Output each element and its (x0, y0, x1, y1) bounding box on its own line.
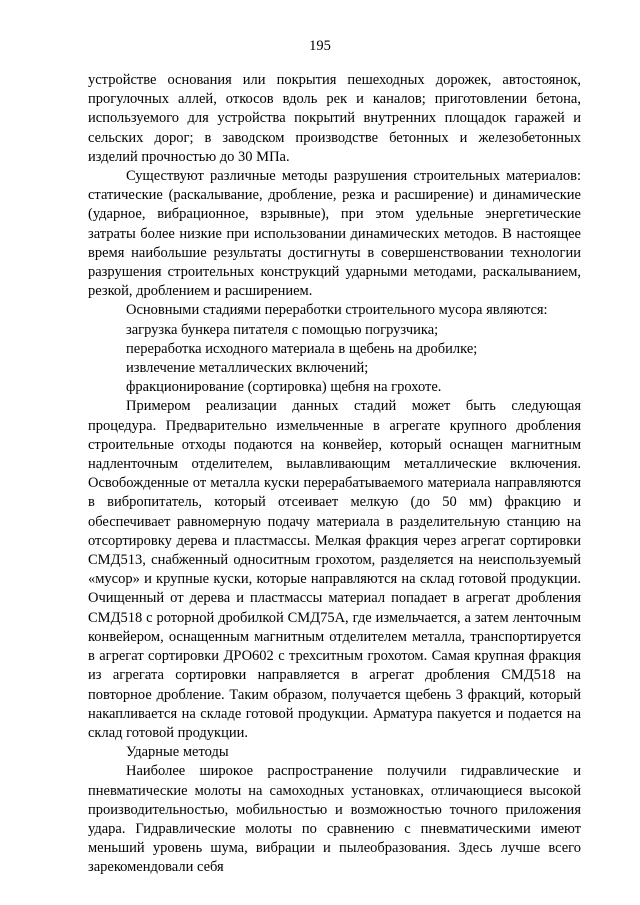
section-heading: Ударные методы (126, 744, 229, 761)
paragraph-2: Существуют различные методы разрушения строительных материалов: статические (раскалывание, дробление, резка и расширение) и динамические (ударное, вибрационное, взрывные), при этом удельные энергетические затраты более низкие при использовании динамических методов. В настоящее время наибольшие результаты достигнуты в совершенствовании технологии разрушения строительных конструкций ударными методами, раскалыванием, резкой, дроблением и расширением. (88, 168, 581, 300)
list-item: загрузка бункера питателя с помощью погрузчика; (126, 321, 439, 338)
list-item: переработка исходного материала в щебень на дробилке; (126, 340, 478, 357)
page-number: 195 (309, 38, 331, 54)
body-text (88, 71, 581, 878)
paragraph-3: Основными стадиями переработки строительного мусора являются: (126, 302, 548, 319)
paragraph-1: устройстве основания или покрытия пешеходных дорожек, автостоянок, прогулочных аллей, откосов вдоль рек и каналов; приготовлении бетона, используемого для устройства покрытий внутренних площадок гаражей и сельских дорог; в заводском производстве бетонных и железобетонных изделий прочностью до 30 МПа. (88, 72, 581, 165)
paragraph-4: Примером реализации данных стадий может быть следующая процедура. Предварительно измельченные в агрегате крупного дробления строительные отходы подаются на конвейер, который оснащен магнитным надленточным отделителем, вылавливающим металлические включения. Освобожденные от металла куски перерабатываемого материала направляются в вибропитатель, который отсеивает мелкую (до 50 мм) фракцию и обеспечивает равномерную подачу материала в разделительную станцию на отсортировку дерева и пластмассы. Мелкая фракция через агрегат сортировки СМД513, снабженный односитным грохотом, разделяется на неиспользуемый «мусор» и крупные куски, которые направляются на склад готовой продукции. Очищенный от дерева и пластмассы материал попадает в агрегат дробления СМД518 с роторной дробилкой СМД75А, где измельчается, а затем ленточным конвейером, оснащенным магнитным отделителем металла, транспортируется в агрегат сортировки ДРО602 с трехситным грохотом. Самая крупная фракция из агрегата сортировки направляется в агрегат дробления СМД518 на повторное дробление. Таким образом, получается щебень 3 фракций, который накапливается на складе готовой продукции. Арматура пакуется и подается на склад готовой продукции. (88, 398, 581, 741)
list-item: фракционирование (сортировка) щебня на грохоте. (126, 379, 442, 396)
list-item: извлечение металлических включений; (126, 360, 369, 377)
paragraph-5: Наиболее широкое распространение получили гидравлические и пневматические молоты на самоходных установках, отличающиеся высокой производительностью, мобильностью и возможностью точного приложения удара. Гидравлические молоты по сравнению с пневматическими имеют меньший уровень шума, вибрации и пылеобразования. Здесь лучше всего зарекомендовали себя (88, 763, 581, 876)
